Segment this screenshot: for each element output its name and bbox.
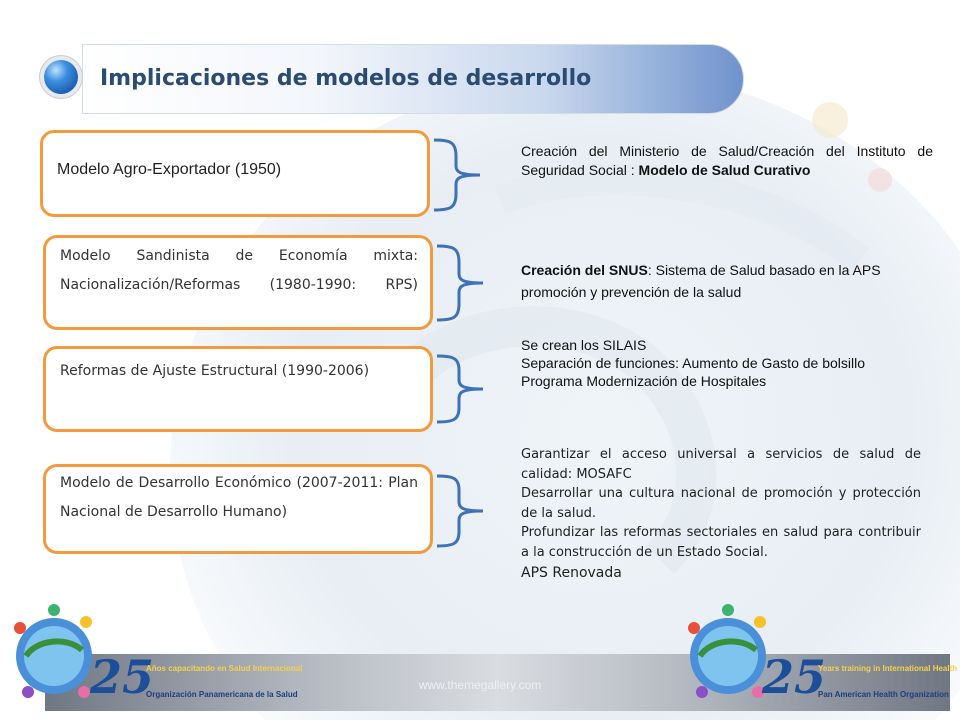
- implication-line: Separación de funciones: Aumento de Gasto de bolsillo: [521, 355, 866, 371]
- logo-caption: Years training in International Health: [818, 664, 958, 673]
- model-box-ajuste-estructural: [43, 346, 433, 432]
- model-label: Modelo Sandinista de Economía mixta: Nacionalización/Reformas (1980-1990: RPS): [60, 248, 418, 293]
- anniversary-number: 25: [762, 650, 827, 704]
- model-label: Modelo Agro-Exportador (1950): [57, 161, 282, 178]
- model-box-agroexportador: [40, 130, 430, 217]
- implication-line: Garantizar el acceso universal a servicios de salud de calidad: MOSAFC: [521, 447, 921, 482]
- page-title: Implicaciones de modelos de desarrollo: [100, 66, 592, 91]
- implication-line: Se crean los SILAIS: [521, 337, 647, 353]
- implication-text-2: [521, 259, 933, 303]
- implication-text-1: [521, 142, 933, 180]
- model-box-desarrollo-economico: [43, 464, 433, 554]
- implication-line: Profundizar las reformas sectoriales en salud para contribuir a la construcción de un Estado Social.: [521, 525, 921, 560]
- brace-icon: [431, 470, 511, 552]
- implication-line: Desarrollar una cultura nacional de promoción y protección de la salud.: [521, 486, 921, 521]
- logo-caption: Años capacitando en Salud Internacional: [146, 664, 303, 673]
- brace-icon: [431, 350, 511, 430]
- brace-icon: [428, 134, 508, 216]
- model-label: Reformas de Ajuste Estructural (1990-2006): [60, 363, 370, 379]
- anniversary-number: 25: [90, 650, 155, 704]
- implication-line: APS Renovada: [521, 565, 622, 581]
- implication-emphasis: Creación del SNUS: [521, 262, 648, 278]
- logo-caption: Organización Panamericana de la Salud: [146, 690, 298, 699]
- implication-body: : Sistema de Salud basado en la APS promoción y prevención de la salud: [521, 262, 881, 300]
- brace-icon: [431, 240, 511, 326]
- implication-emphasis: Modelo de Salud Curativo: [638, 162, 811, 178]
- paho-anniversary-logo-icon: [6, 600, 102, 708]
- implication-line: Programa Modernización de Hospitales: [521, 373, 767, 389]
- implication-text-4: [521, 445, 921, 584]
- model-label: Modelo de Desarrollo Económico (2007-2011: Plan Nacional de Desarrollo Humano): [60, 475, 418, 520]
- model-box-sandinista: [43, 235, 433, 330]
- footer-url: www.themegallery.com: [418, 678, 542, 692]
- title-bullet-icon: [44, 60, 78, 94]
- implication-body: Creación del Ministerio de Salud/Creación del Instituto de Seguridad Social :: [521, 143, 933, 178]
- logo-caption: Pan American Health Organization: [818, 690, 949, 699]
- implication-text-3: [521, 336, 933, 390]
